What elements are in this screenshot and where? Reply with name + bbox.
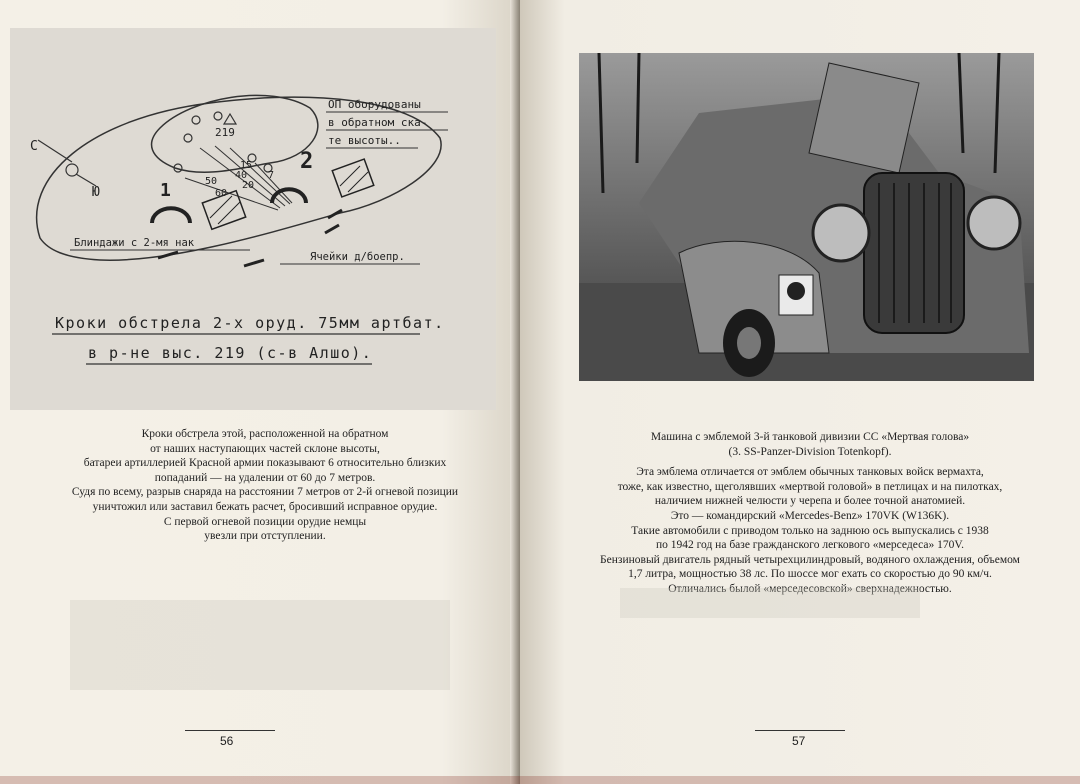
position-note-line-2: в обратном ска- [328, 116, 428, 129]
gun-1-position [152, 208, 190, 223]
battle-sketch [10, 28, 496, 410]
right-caption-line: Такие автомобили с приводом только на заднюю ось выпускались с 1938 [631, 524, 989, 537]
cells-label: Ячейки д/боепр. [310, 251, 405, 263]
left-caption-line: Судя по всему, разрыв снаряда на расстоянии 7 метров от 2-й огневой позиции [71, 486, 459, 499]
right-caption-line: Это — командирский «Mercedes-Benz» 170VK (W136K). [670, 509, 950, 522]
hit-markers [174, 112, 272, 172]
left-caption-line: попаданий — на удалении от 60 до 7 метров. [154, 471, 376, 484]
page-edge [0, 776, 1080, 784]
gun-2-position [272, 189, 306, 203]
gun-2-label: 2 [300, 149, 314, 174]
right-caption-line: тоже, как известно, щеголявших «мертвой головой» в петлицах и на пилотках, [617, 480, 1003, 493]
height-triangle [224, 114, 236, 124]
distance-40: 40 [235, 170, 248, 181]
dugout-2 [332, 159, 374, 197]
distance-50: 50 [205, 176, 218, 187]
left-caption-line: уничтожил или заставил бежать расчет, бросивший исправное орудие. [92, 500, 438, 513]
position-note-line-1: ОП оборудованы [328, 98, 421, 111]
dugouts-label: Блиндажи с 2-мя нак [74, 237, 195, 249]
left-caption-line: Кроки обстрела этой, расположенной на обратном [141, 428, 389, 440]
car-photo-image [579, 53, 1034, 381]
left-page [0, 0, 520, 784]
right-caption-line: 1,7 литра, мощностью 38 лс. По шоссе мог ехать со скоростью до 90 км/ч. [628, 568, 992, 581]
position-note [326, 98, 448, 148]
right-caption-line: наличием нижней челюсти у черепа и более точной анатомией. [654, 495, 966, 508]
left-caption-line: батареи артиллерией Красной армии показывают 6 относительно близких [83, 457, 447, 470]
right-caption [560, 430, 1060, 597]
left-caption-line: увезли при отступлении. [204, 530, 326, 543]
compass-north: С [30, 139, 38, 154]
height-label: 219 [215, 126, 235, 139]
sketch-title-line-2: в р-не выс. 219 (с-в Алшо). [88, 344, 373, 362]
right-caption-title: Машина с эмблемой 3-й танковой дивизии СС «Мертвая голова» [650, 431, 970, 443]
compass-south: Ю [92, 185, 100, 200]
distance-15: 15 [240, 160, 253, 171]
car-photo [579, 53, 1034, 381]
left-caption-line: от наших наступающих частей склоне высоты, [150, 442, 380, 455]
sketch-drawing [10, 28, 496, 410]
distance-60: 60 [215, 188, 228, 199]
page-number-right: 57 [792, 734, 806, 748]
bleed-through [620, 588, 920, 618]
folio-rule-right [755, 730, 845, 731]
sketch-title-line-1: Кроки обстрела 2-х оруд. 75мм артбат. [55, 314, 445, 332]
right-caption-title: (3. SS-Panzer-Division Totenkopf). [728, 445, 892, 458]
bleed-through [70, 600, 450, 690]
position-note-line-3: те высоты.. [328, 134, 401, 147]
right-caption-line: Эта эмблема отличается от эмблем обычных танковых войск вермахта, [636, 466, 984, 479]
page-number-left: 56 [220, 734, 234, 748]
distance-7: 7 [268, 170, 275, 181]
left-caption-line: С первой огневой позиции орудие немцы [163, 515, 367, 528]
gun-1-label: 1 [160, 180, 171, 201]
right-caption-line: по 1942 год на базе гражданского легкового «мерседеса» 170V. [655, 539, 965, 552]
folio-rule-left [185, 730, 275, 731]
right-caption-line: Бензиновый двигатель рядный четырехцилиндровый, водяного охлаждения, объемом [600, 553, 1020, 566]
left-caption [60, 427, 470, 544]
distance-20: 20 [242, 180, 255, 191]
right-caption-line: Отличались былой «мерседесовской» сверхнадежностью. [668, 582, 952, 595]
compass-line [38, 140, 72, 162]
